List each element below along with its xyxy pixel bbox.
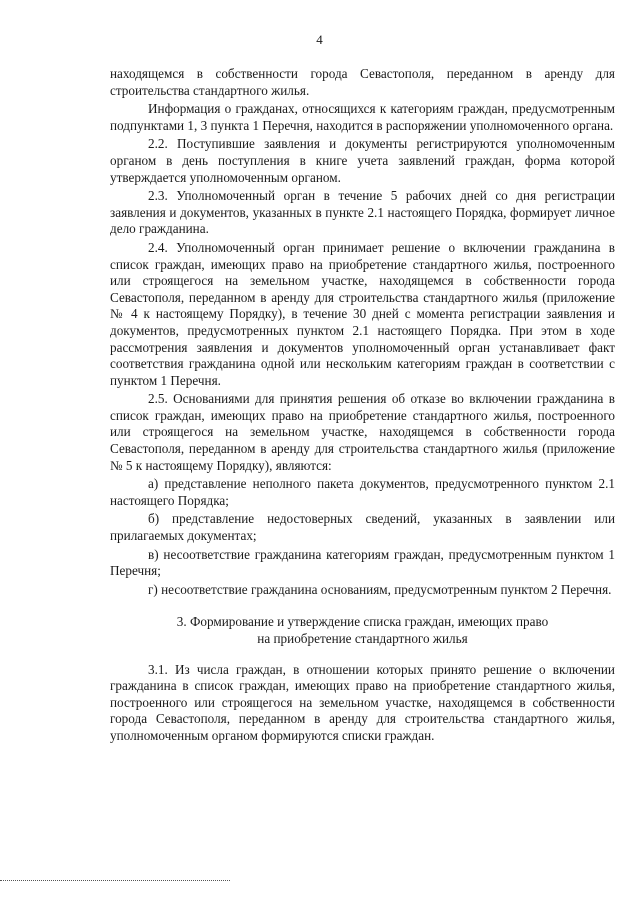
paragraph-2-4: 2.4. Уполномоченный орган принимает решение о включении гражданина в список граждан, имеющих право на приобретение стандартного жилья, построенного или строящегося на земельном участке, находящемся в собственности города Севастополя, переданном в аренду для строительства стандартного жилья (приложение № 4 к настоящему Порядку), в течение 30 дней с момента регистрации заявления и документов, предусмотренных пунктом 2.1 настоящего Порядка. При этом в ходе рассмотрения заявления и документов уполномоченный орган устанавливает факт соответствия гражданина одной или нескольким категориям граждан в соответствии с пунктом 1 Перечня. (110, 239, 615, 388)
footer-divider (0, 880, 230, 881)
paragraph-info: Информация о гражданах, относящихся к категориям граждан, предусмотренным подпунктами 1, 3 пункта 1 Перечня, находится в распоряжении уполномоченного органа. (110, 101, 615, 133)
list-item-a: а) представление неполного пакета документов, предусмотренного пунктом 2.1 настоящего Порядка; (110, 476, 615, 508)
paragraph-continuation: находящемся в собственности города Севастополя, переданном в аренду для строительства стандартного жилья. (110, 66, 615, 98)
section-heading-line2: на приобретение стандартного жилья (257, 631, 468, 646)
paragraph-2-3: 2.3. Уполномоченный орган в течение 5 рабочих дней со дня регистрации заявления и документов, указанных в пункте 2.1 настоящего Порядка, формирует личное дело гражданина. (110, 188, 615, 237)
paragraph-2-2: 2.2. Поступившие заявления и документы регистрируются уполномоченным органом в день поступления в книге учета заявлений граждан, форма которой утверждается уполномоченным органом. (110, 136, 615, 185)
section-heading-line1: 3. Формирование и утверждение списка граждан, имеющих право (176, 614, 549, 630)
page-number: 4 (316, 32, 323, 47)
list-item-c: в) несоответствие гражданина категориям граждан, предусмотренным пунктом 1 Перечня; (110, 546, 615, 579)
list-item-d: г) несоответствие гражданина основаниям, предусмотренным пунктом 2 Перечня. (148, 581, 612, 597)
document-body (110, 66, 615, 745)
list-item-b: б) представление недостоверных сведений, указанных в заявлении или прилагаемых документах; (110, 511, 615, 544)
section-heading (110, 614, 615, 647)
paragraph-2-5: 2.5. Основаниями для принятия решения об отказе во включении гражданина в список граждан, имеющих право на приобретение стандартного жилья, построенного или строящегося на земельном участке, находящемся в собственности города Севастополя, переданном в аренду для строительства стандартного жилья (приложение № 5 к настоящему Порядку), являются: (110, 391, 615, 473)
paragraph-3-1: 3.1. Из числа граждан, в отношении которых принято решение о включении гражданина в список граждан, имеющих право на приобретение стандартного жилья, построенного или строящегося на земельном участке, находящемся в собственности города Севастополя, переданном в аренду для строительства стандартного жилья, уполномоченным органом формируются списки граждан. (110, 661, 615, 743)
